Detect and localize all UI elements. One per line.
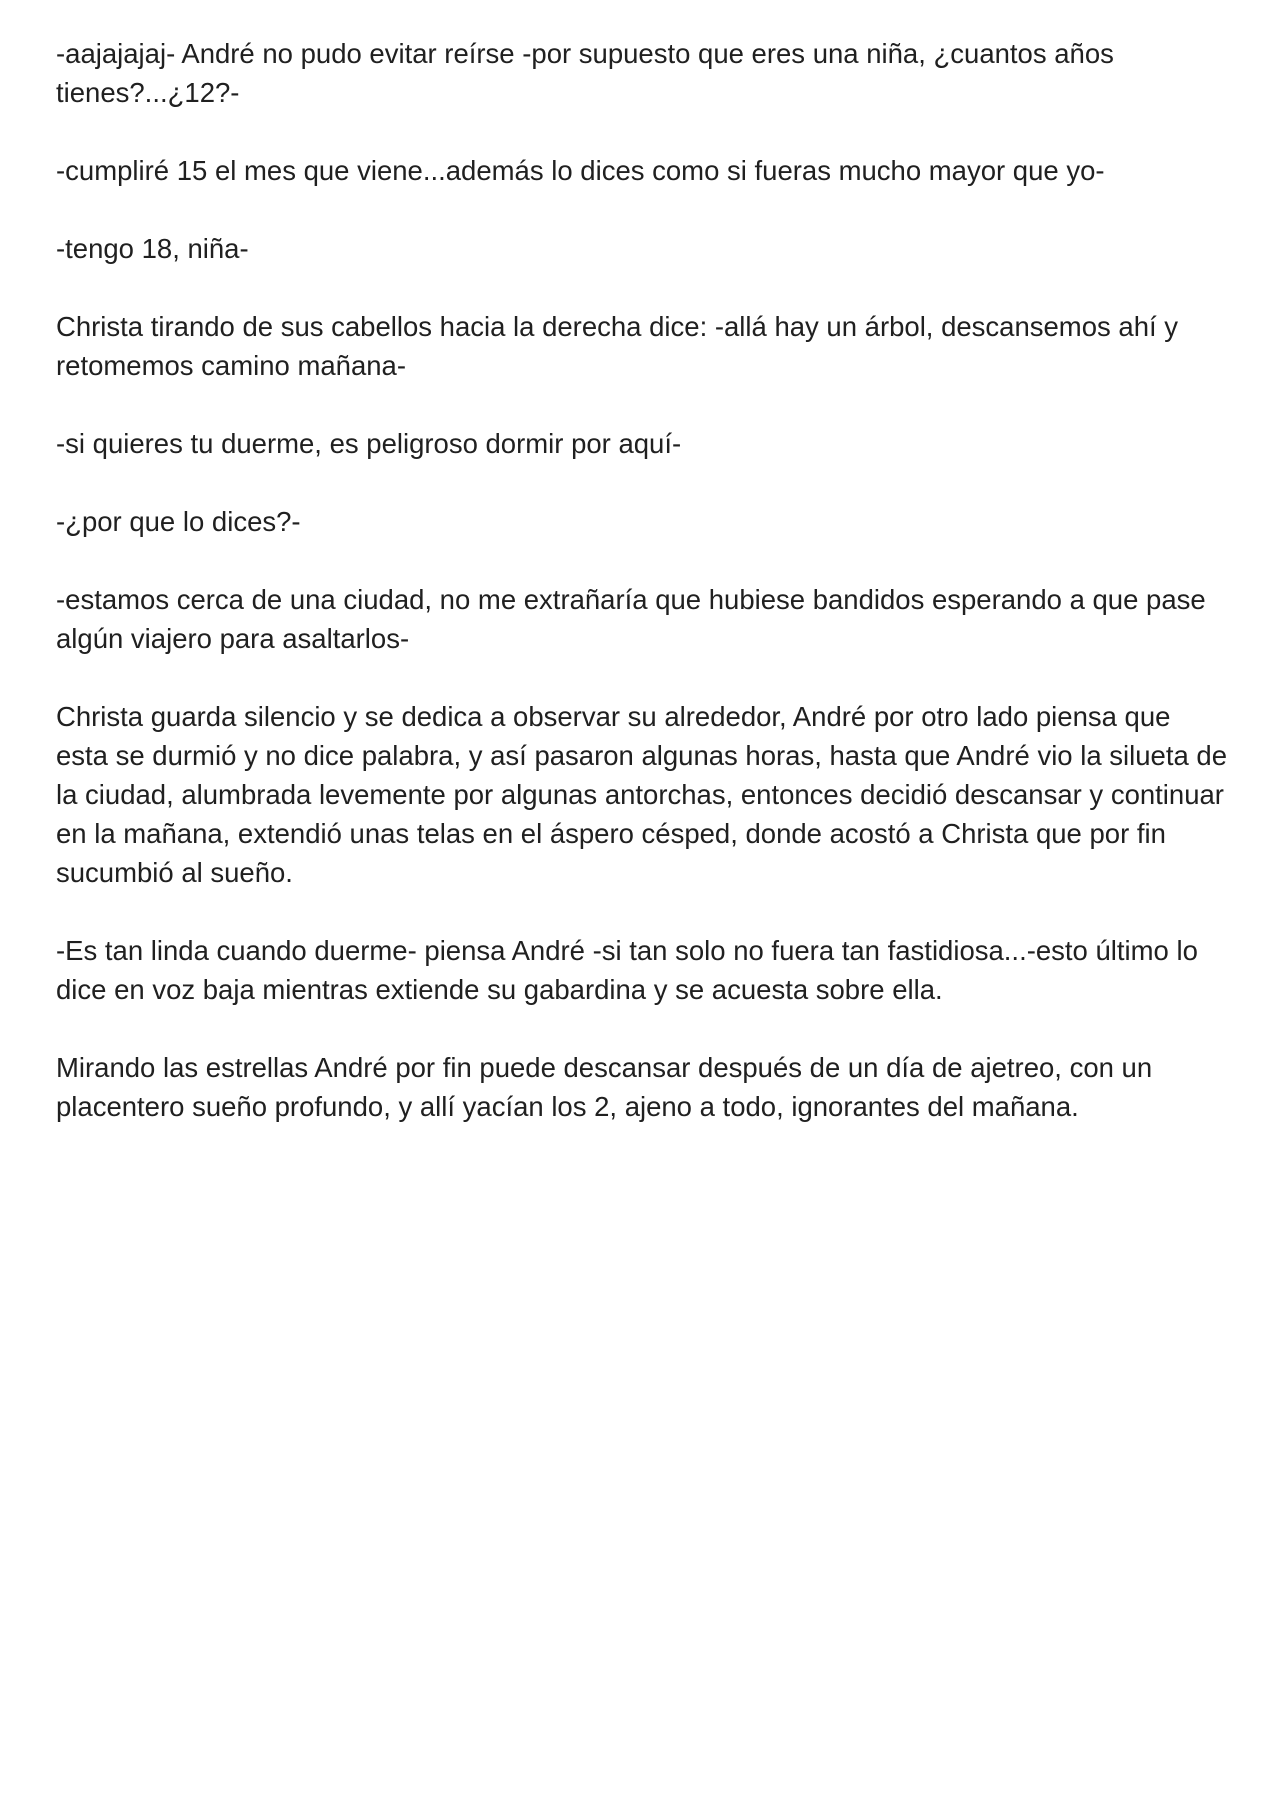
- paragraph: Christa tirando de sus cabellos hacia la derecha dice: -allá hay un árbol, descansemos ahí y retomemos camino mañana-: [56, 311, 1179, 381]
- paragraph: -si quieres tu duerme, es peligroso dormir por aquí-: [56, 428, 682, 459]
- document-body: [56, 34, 1228, 1165]
- paragraph: -Es tan linda cuando duerme- piensa André -si tan solo no fuera tan fastidiosa...-esto último lo dice en voz baja mientras extiende su gabardina y se acuesta sobre ella.: [56, 935, 1198, 1005]
- paragraph: -¿por que lo dices?-: [56, 506, 301, 537]
- paragraph: -aajajajaj- André no pudo evitar reírse -por supuesto que eres una niña, ¿cuantos años tienes?...¿12?-: [56, 38, 1114, 108]
- paragraph: Mirando las estrellas André por fin puede descansar después de un día de ajetreo, con un placentero sueño profundo, y allí yacían los 2, ajeno a todo, ignorantes del mañana.: [56, 1052, 1153, 1122]
- paragraph: -tengo 18, niña-: [56, 233, 249, 264]
- paragraph: -estamos cerca de una ciudad, no me extrañaría que hubiese bandidos esperando a que pase algún viajero para asaltarlos-: [56, 584, 1206, 654]
- paragraph: -cumpliré 15 el mes que viene...además lo dices como si fueras mucho mayor que yo-: [56, 155, 1105, 186]
- paragraph: Christa guarda silencio y se dedica a observar su alrededor, André por otro lado piensa que esta se durmió y no dice palabra, y así pasaron algunas horas, hasta que André vio la silueta de la ciudad, alumbrada levemente por algunas antorchas, entonces decidió descansar y continuar en la mañana, extendió unas telas en el áspero césped, donde acostó a Christa que por fin sucumbió al sueño.: [56, 701, 1228, 888]
